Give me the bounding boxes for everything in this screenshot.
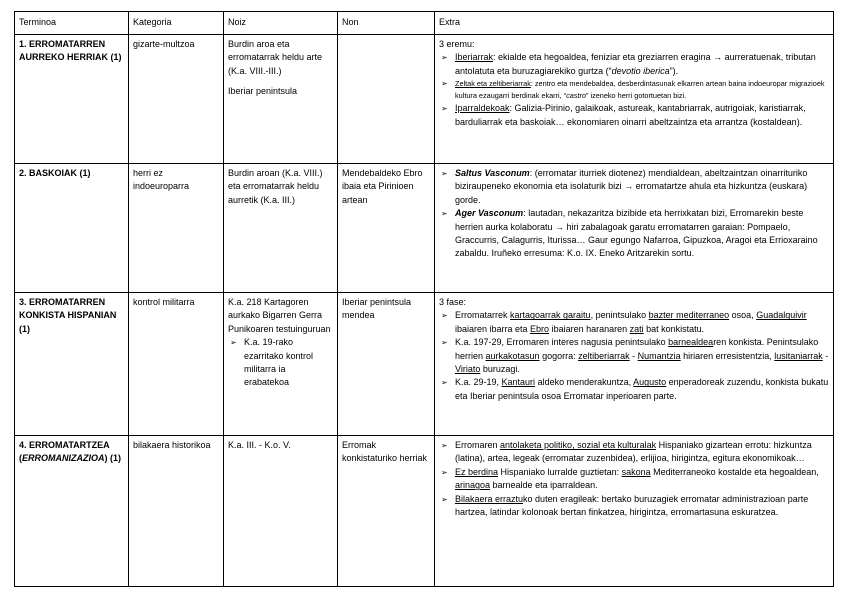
- list-item: ➢ Bilakaera erraztuko duten eragileak: bertako buruzagiek erromatar administrazioan parte hartzea, latindar kolonoak bertan finkatzea, hirigintza, erromartasuna eskuratzea.: [439, 493, 829, 520]
- summary-table: [14, 11, 834, 587]
- where-cell: Mendebaldeko Ebro ibaia eta Pirinioen artean: [338, 164, 435, 293]
- header-row: [15, 12, 834, 35]
- table-row: [15, 164, 834, 293]
- list-item: ➢ K.a. 197-29, Erromaren interes nagusia penintsulako barnealdearen konkista. Penintsulako herrien aurkakotasun gogorra: zeltiberiarrak - Numantzia hiriaren erresistentzia, lusitaniarrak - Viriato buruzagi.: [439, 336, 829, 376]
- category-cell: kontrol militarra: [129, 293, 224, 436]
- list-item: ➢ Erromaren antolaketa politiko, sozial eta kulturalak Hispaniako gizartean errotu: hizkuntza (latina), artea, legeak (erromatar zuzenbidea), erlijioa, hirigintza, egitura ekonomikoak…: [439, 439, 829, 466]
- list-item: ➢ Ez berdina Hispaniako lurralde guztietan: sakona Mediterraneoko kostalde eta hegoaldean, arinagoa barnealde eta iparraldean.: [439, 466, 829, 493]
- list-item: ➢ Saltus Vasconum: (erromatar iturriek diotenez) mendialdean, abeltzaintzan oinarrituriko biziraupeneko ekonomia eta isolaturik bizi → erromatartze ahula eta hizkuntza (euskara) gorde.: [439, 167, 829, 207]
- term-cell: 3. ERROMATARREN KONKISTA HISPANIAN (1): [15, 293, 129, 436]
- list-item: ➢ K.a. 29-19, Kantauri aldeko menderakuntza, Augusto enperadoreak zuzendu, konkista bukatu eta Iberiar penintsula osoa Erromatar inperioaren parte.: [439, 376, 829, 403]
- list-item: ➢ K.a. 19-rako ezarritako kontrol militarra ia erabatekoa: [228, 336, 333, 390]
- category-cell: herri ez indoeuroparra: [129, 164, 224, 293]
- where-cell: Iberiar penintsula mendea: [338, 293, 435, 436]
- term-cell: 1. ERROMATARREN AURREKO HERRIAK (1): [15, 35, 129, 164]
- category-cell: gizarte-multzoa: [129, 35, 224, 164]
- extra-cell: [435, 35, 834, 164]
- extra-cell: [435, 293, 834, 436]
- col-header-noiz: Noiz: [224, 12, 338, 35]
- when-cell: Burdin aroan (K.a. VIII.) eta erromatarrak heldu aurretik (K.a. III.): [224, 164, 338, 293]
- list-item: ➢ Ager Vasconum: lautadan, nekazaritza bizibide eta herrixkatan bizi, Erromarekin beste herrien aurka kolaboratu → hiri zabalagoak garatu erromatarren garaian: Pompaelo, Graccurris, Calagurris, Iturissa… Gaur egungo Nafarroa, Gipuzkoa, Aragoi eta Errioxaraino zabaldu. Iruñeko erresuma: K.o. IX. Eneko Aritzarekin sortu.: [439, 207, 829, 261]
- extra-cell: [435, 164, 834, 293]
- extra-intro: 3 eremu:: [439, 39, 475, 49]
- list-item: ➢ Erromatarrek kartagoarrak garaitu, penintsulako bazter mediterraneo osoa, Guadalquivir ibaiaren ibarra eta Ebro ibaiaren haranaren zati bat konkistatu.: [439, 309, 829, 336]
- col-header-kategoria: Kategoria: [129, 12, 224, 35]
- list-item: ➢ Iberiarrak: ekialde eta hegoaldea, feniziar eta greziarren eragina → aurreratuenak, tributan antolatuta eta buruzagiarekiko gurtza (“devotio iberica”).: [439, 51, 829, 78]
- term-cell: 2. BASKOIAK (1): [15, 164, 129, 293]
- table-row: [15, 293, 834, 436]
- when-cell: [224, 35, 338, 164]
- extra-intro: 3 fase:: [439, 297, 467, 307]
- when-cell: K.a. III. - K.o. V.: [224, 436, 338, 587]
- when-main: Burdin aroa eta erromatarrak heldu arte (K.a. VIII.-III.): [228, 39, 323, 76]
- extra-cell: [435, 436, 834, 587]
- col-header-terminoa: Terminoa: [15, 12, 129, 35]
- col-header-extra: Extra: [435, 12, 834, 35]
- when-cell: [224, 293, 338, 436]
- list-item: ➢ Zeltak eta zeltiberiarrak: zentro eta mendebaldea, desberdintasunak elkarren artean baina indoeuropar migrazioek kultura ezaugarri berdinak ekarri, “castro” izeneko herri gotortuetan bizi.: [439, 78, 829, 102]
- term-cell: 4. ERROMATARTZEA (ERROMANIZAZIOA) (1): [15, 436, 129, 587]
- list-item: ➢ Iparraldekoak: Galizia-Pirinio, galaikoak, astureak, kantabriarrak, autrigoiak, karistiarrak, barduliarrak eta baskoiak… ekonomiaren oinarri abeltzaintza eta arrantza (kostaldean).: [439, 102, 829, 129]
- table-row: [15, 35, 834, 164]
- where-cell: [338, 35, 435, 164]
- when-main: K.a. 218 Kartagoren aurkako Bigarren Gerra Punikoaren testuinguruan: [228, 297, 331, 334]
- category-cell: bilakaera historikoa: [129, 436, 224, 587]
- table-row: [15, 436, 834, 587]
- where-cell: Erromak konkistaturiko herriak: [338, 436, 435, 587]
- when-sub: Iberiar penintsula: [228, 86, 298, 97]
- col-header-non: Non: [338, 12, 435, 35]
